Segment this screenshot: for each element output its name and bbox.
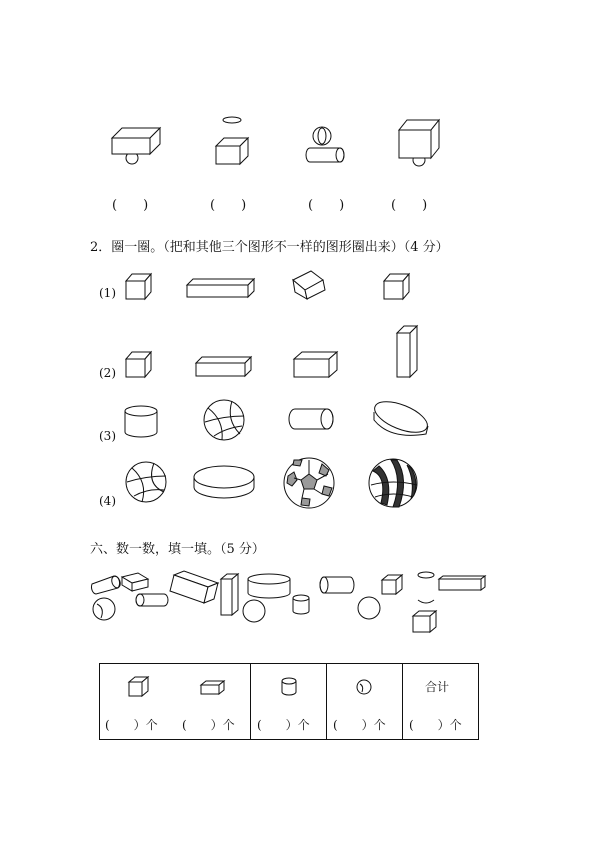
cylinder-icon: [291, 594, 311, 616]
answer-paren-1[interactable]: ( ): [112, 198, 149, 213]
flat-cuboid-with-ball-icon: [110, 126, 166, 166]
ball-count-paren[interactable]: ( ）个: [333, 718, 386, 732]
cube-icon: [128, 676, 150, 698]
long-cuboid-icon[interactable]: [195, 356, 253, 378]
cube-icon[interactable]: [125, 351, 153, 379]
total-label: 合计: [425, 680, 450, 694]
striped-ball-icon[interactable]: [367, 457, 419, 509]
cell-total: [403, 664, 479, 740]
cylinder-icon: [88, 574, 122, 596]
cube-with-ring-icon: [214, 114, 254, 166]
cuboid-icon: [200, 680, 226, 696]
row-label-1: (1): [99, 286, 116, 300]
ball-icon: [356, 595, 382, 621]
cell-cube-cuboid: [100, 664, 251, 740]
cylinder-count-paren[interactable]: ( ）个: [257, 718, 310, 732]
cuboid-icon: [170, 569, 220, 605]
cuboid-icon[interactable]: [293, 351, 339, 379]
cube-icon[interactable]: [125, 273, 153, 301]
cylinder-icon: [246, 573, 292, 601]
row-label-4: (4): [99, 494, 116, 508]
ball-icon: [355, 678, 373, 696]
ball-icon: [91, 596, 117, 622]
long-cuboid-icon[interactable]: [186, 278, 256, 300]
cylinder-icon: [320, 575, 356, 595]
cube-count-paren[interactable]: ( ）个: [105, 718, 158, 732]
cylinder-icon: [280, 677, 298, 697]
cylinder-icon: [136, 592, 170, 608]
cell-ball: [327, 664, 403, 740]
ball-icon[interactable]: [124, 460, 168, 504]
row-label-3: (3): [99, 429, 116, 443]
cube-icon: [120, 569, 150, 593]
long-cuboid-icon: [437, 574, 487, 594]
count-table: [99, 663, 479, 740]
ball-icon[interactable]: [202, 398, 246, 442]
disc-cylinder-icon[interactable]: [192, 463, 256, 501]
cylinder-icon[interactable]: [123, 404, 159, 440]
tall-cuboid-icon: [220, 573, 240, 617]
cube-icon[interactable]: [383, 273, 411, 301]
answer-paren-4[interactable]: ( ): [391, 198, 428, 213]
question-2-title: 2．圈一圈。（把和其他三个图形不一样的图形圈出来）（4 分）: [90, 240, 449, 255]
answer-paren-2[interactable]: ( ): [210, 198, 247, 213]
cuboid-count-paren[interactable]: ( ）个: [182, 718, 235, 732]
tall-cuboid-icon[interactable]: [396, 325, 420, 379]
disc-cylinder-icon[interactable]: [370, 398, 432, 444]
cube-with-ball-icon: [397, 118, 443, 170]
lying-cylinder-icon[interactable]: [289, 407, 335, 431]
ball-on-cylinder-icon: [304, 124, 348, 164]
total-count-paren[interactable]: ( ）个: [409, 718, 462, 732]
tilted-cube-icon[interactable]: [291, 268, 327, 302]
soccer-ball-icon[interactable]: [282, 456, 336, 510]
answer-paren-3[interactable]: ( ): [308, 198, 345, 213]
cuboid-icon: [412, 610, 438, 634]
cube-icon: [381, 574, 405, 596]
cell-cylinder: [251, 664, 327, 740]
question-6-title: 六、数一数，填一填。（5 分）: [90, 542, 265, 557]
row-label-2: (2): [99, 366, 116, 380]
ball-icon: [241, 598, 267, 624]
ring-icon: [415, 570, 437, 610]
